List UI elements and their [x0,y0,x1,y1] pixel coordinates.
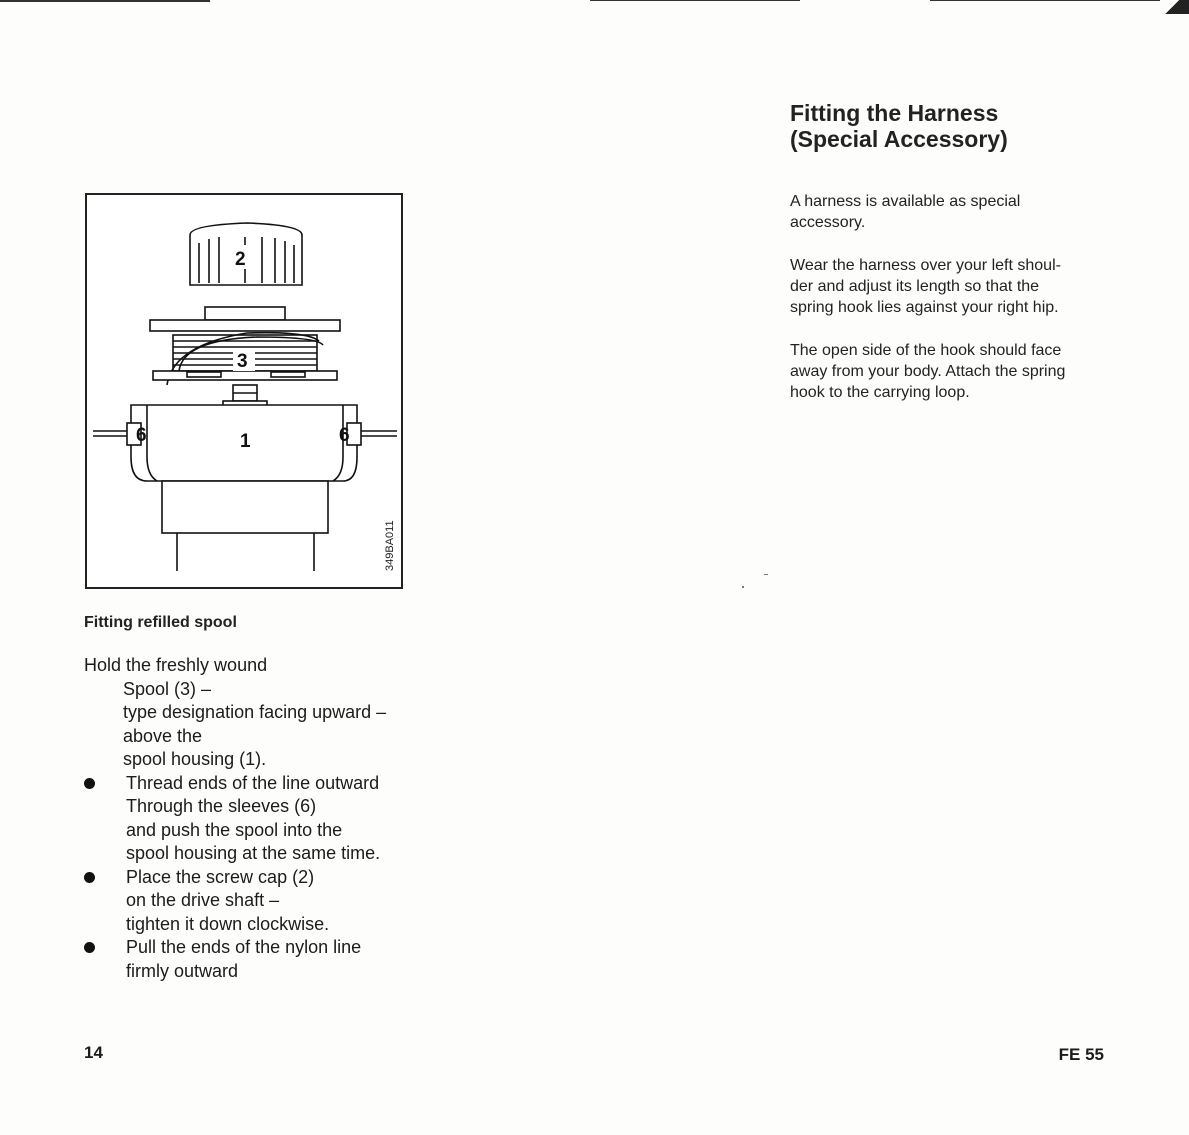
instruction-intro: spool housing (1). [123,749,267,769]
step-line: on the drive shaft – [126,890,280,910]
paragraph-line: der and adjust its length so that the [790,278,1040,295]
instruction-intro: Spool (3) – [123,678,212,699]
spool-hub [205,307,285,320]
heading-line: Fitting the Harness [790,100,999,126]
step-line: spool housing at the same time. [126,843,381,863]
scan-edge [930,0,1160,1]
spool-bottom-flange [153,371,337,380]
bullet-icon [84,872,95,883]
section-heading [790,100,1008,152]
step-line: firmly outward [126,960,239,981]
paragraph-line: accessory. [790,214,866,231]
lower-body [162,481,328,533]
instruction-step [84,772,444,866]
instruction-intro: type designation facing upward – [123,702,387,722]
paragraph-line: spring hook lies against your right hip. [790,299,1059,316]
step-line: tighten it down clockwise. [126,913,330,934]
figure-caption: Fitting refilled spool [84,614,237,631]
scan-edge [0,0,210,2]
heading-line: (Special Accessory) [790,126,1008,152]
instruction-intro: above the [123,725,203,746]
model-name: FE 55 [1058,1045,1104,1064]
paragraph-line: Wear the harness over your left shoul- [790,257,1061,274]
page-number: 14 [84,1043,103,1062]
label-housing-number: 1 [240,431,251,452]
step-line: Thread ends of the line outward [126,772,380,793]
scan-edge [590,0,800,1]
figure-code: 349BA011 [384,520,396,571]
step-line: Pull the ends of the nylon line [126,937,362,957]
step-line: and push the spool into the [126,819,343,840]
spool-diagram [85,193,403,589]
paragraph-line: away from your body. Attach the spring [790,363,1066,380]
instruction-list [84,654,444,983]
instruction-intro: Hold the freshly wound [84,655,268,675]
spool-drawing [87,195,401,587]
paragraph [790,255,1120,318]
step-line: Place the screw cap (2) [126,866,315,887]
scan-speck [742,586,744,588]
instruction-step [84,936,444,983]
label-cap-number: 2 [235,249,246,270]
step-line: Through the sleeves (6) [126,796,317,816]
label-spool-number: 3 [237,351,248,372]
instruction-step [84,866,444,937]
scan-corner [1163,0,1189,14]
scan-speck [764,574,768,575]
paragraph [790,340,1120,403]
paragraph-line: A harness is available as special [790,193,1021,210]
bullet-icon [84,942,95,953]
paragraph-line: The open side of the hook should face [790,342,1062,359]
paragraph [790,191,1120,233]
label-sleeve-left-number: 6 [136,425,147,446]
spool-top-flange [150,320,340,331]
label-sleeve-right-number: 6 [339,425,350,446]
paragraph-line: hook to the carrying loop. [790,384,970,401]
bullet-icon [84,778,95,789]
